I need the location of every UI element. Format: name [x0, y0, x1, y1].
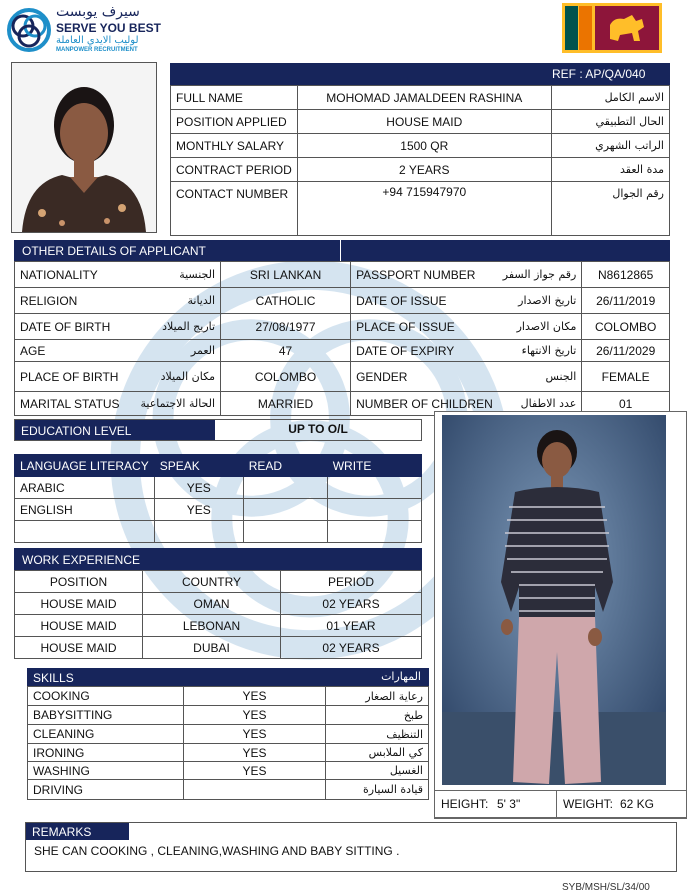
height-value: 5' 3": [497, 797, 521, 811]
table-row: [28, 706, 429, 725]
monthly-salary-value: 1500 QR: [297, 134, 551, 158]
remarks-text: SHE CAN COOKING , CLEANING,WASHING AND BABY SITTING .: [34, 844, 400, 858]
gender-arabic: الجنس: [498, 362, 582, 392]
other-details-table: [14, 261, 670, 416]
skill-arabic: طبخ: [326, 706, 429, 725]
remarks-section: [25, 822, 677, 872]
header-divider: [340, 240, 341, 261]
read-value: [243, 521, 327, 543]
table-row: [15, 477, 422, 499]
weight-label: WEIGHT:: [563, 797, 613, 811]
period-header: PERIOD: [281, 571, 422, 593]
table-header-row: [15, 455, 422, 477]
place-of-issue-arabic: مكان الاصدار: [498, 314, 582, 340]
contact-number-arabic: رقم الجوال: [551, 182, 669, 236]
work-period: 02 YEARS: [281, 593, 422, 615]
skill-arabic: كي الملابس: [326, 744, 429, 762]
gender-label: GENDER: [351, 362, 498, 392]
work-country: DUBAI: [143, 637, 281, 659]
position-applied-arabic: الحال التطبيقي: [551, 110, 669, 134]
speak-value: YES: [154, 477, 243, 499]
skill-arabic: الغسيل: [326, 762, 429, 780]
skill-value: YES: [184, 687, 326, 706]
nationality-arabic: الجنسية: [125, 262, 221, 288]
table-row: [28, 780, 429, 800]
nationality-value: SRI LANKAN: [221, 262, 351, 288]
date-of-expiry-label: DATE OF EXPIRY: [351, 340, 498, 362]
contract-period-label: CONTRACT PERIOD: [171, 158, 298, 182]
table-row: [15, 288, 670, 314]
full-name-label: FULL NAME: [171, 86, 298, 110]
skill-name: COOKING: [28, 687, 184, 706]
weight-value: 62 KG: [620, 797, 655, 811]
remarks-title: REMARKS: [26, 823, 129, 840]
skill-arabic: التنظيف: [326, 725, 429, 744]
education-level-row: [14, 419, 422, 441]
full-name-value: MOHOMAD JAMALDEEN RASHINA: [297, 86, 551, 110]
country-header: COUNTRY: [143, 571, 281, 593]
monthly-salary-arabic: الراتب الشهري: [551, 134, 669, 158]
table-header-row: [15, 571, 422, 593]
document-code: SYB/MSH/SL/34/00: [562, 882, 650, 893]
skill-value: [184, 780, 326, 800]
skills-title: SKILLS: [33, 671, 74, 685]
work-experience-header: [14, 548, 422, 570]
date-of-birth-value: 27/08/1977: [221, 314, 351, 340]
contract-period-arabic: مدة العقد: [551, 158, 669, 182]
passport-number-label: PASSPORT NUMBER: [351, 262, 498, 288]
table-row: [15, 615, 422, 637]
work-period: 01 YEAR: [281, 615, 422, 637]
logo-arabic-name: سيرف يوبست: [56, 4, 140, 20]
ref-header-bar: [170, 63, 670, 85]
date-of-expiry-arabic: تاريخ الانتهاء: [498, 340, 582, 362]
language-name: ARABIC: [15, 477, 155, 499]
table-row: [15, 521, 422, 543]
work-period: 02 YEARS: [281, 637, 422, 659]
skills-title-arabic: المهارات: [381, 670, 421, 683]
place-of-issue-value: COLOMBO: [582, 314, 670, 340]
applicant-full-photo: [434, 411, 687, 819]
table-row: [171, 182, 670, 236]
table-row: [28, 687, 429, 706]
skill-name: WASHING: [28, 762, 184, 780]
number-of-children-label: NUMBER OF CHILDREN: [351, 392, 498, 416]
read-header: READ: [243, 455, 327, 477]
table-row: [15, 499, 422, 521]
place-of-issue-label: PLACE OF ISSUE: [351, 314, 498, 340]
skill-value: YES: [184, 762, 326, 780]
education-level-label: EDUCATION LEVEL: [15, 420, 215, 440]
skill-arabic: قيادة السيارة: [326, 780, 429, 800]
skills-table: [27, 686, 429, 800]
write-value: [327, 499, 421, 521]
height-weight-row: [434, 790, 687, 818]
age-label: AGE: [15, 340, 125, 362]
work-experience-table: [14, 570, 422, 659]
other-details-title: OTHER DETAILS OF APPLICANT: [22, 244, 206, 258]
age-value: 47: [221, 340, 351, 362]
place-of-birth-label: PLACE OF BIRTH: [15, 362, 125, 392]
table-row: [171, 134, 670, 158]
work-country: OMAN: [143, 593, 281, 615]
work-position: HOUSE MAID: [15, 593, 143, 615]
skill-name: DRIVING: [28, 780, 184, 800]
speak-value: [154, 521, 243, 543]
marital-status-label: MARITAL STATUS: [15, 392, 125, 416]
table-row: [28, 744, 429, 762]
religion-label: RELIGION: [15, 288, 125, 314]
table-row: [15, 340, 670, 362]
logo-arabic-sub: لوليب الايدي العاملة: [56, 35, 139, 46]
skill-arabic: رعاية الصغار: [326, 687, 429, 706]
monthly-salary-label: MONTHLY SALARY: [171, 134, 298, 158]
contract-period-value: 2 YEARS: [297, 158, 551, 182]
position-applied-value: HOUSE MAID: [297, 110, 551, 134]
work-experience-title: WORK EXPERIENCE: [22, 553, 141, 567]
position-header: POSITION: [15, 571, 143, 593]
skills-header: [27, 668, 429, 686]
skill-name: BABYSITTING: [28, 706, 184, 725]
logo-emblem-icon: [6, 6, 52, 54]
date-of-issue-value: 26/11/2019: [582, 288, 670, 314]
write-header: WRITE: [327, 455, 421, 477]
sri-lanka-flag-icon: [562, 3, 662, 53]
date-of-birth-label: DATE OF BIRTH: [15, 314, 125, 340]
position-applied-label: POSITION APPLIED: [171, 110, 298, 134]
date-of-issue-label: DATE OF ISSUE: [351, 288, 498, 314]
nationality-label: NATIONALITY: [15, 262, 125, 288]
ref-number: REF : AP/QA/040: [552, 67, 646, 81]
contact-number-value: +94 715947970: [297, 182, 551, 236]
work-position: HOUSE MAID: [15, 615, 143, 637]
gender-value: FEMALE: [582, 362, 670, 392]
language-name: [15, 521, 155, 543]
date-of-birth-arabic: تاريج الميلاد: [125, 314, 221, 340]
age-arabic: العمر: [125, 340, 221, 362]
contact-number-label: CONTACT NUMBER: [171, 182, 298, 236]
full-name-arabic: الاسم الكامل: [551, 86, 669, 110]
read-value: [243, 477, 327, 499]
passport-number-arabic: رقم جواز السفر: [498, 262, 582, 288]
skill-name: IRONING: [28, 744, 184, 762]
height-label: HEIGHT:: [441, 797, 489, 811]
table-row: [28, 762, 429, 780]
height-weight-divider: [556, 791, 557, 817]
applicant-portrait: [11, 62, 157, 233]
write-value: [327, 521, 421, 543]
read-value: [243, 499, 327, 521]
table-row: [171, 110, 670, 134]
logo-english-name: SERVE YOU BEST: [56, 21, 161, 35]
company-logo: [6, 4, 176, 56]
place-of-birth-value: COLOMBO: [221, 362, 351, 392]
language-table: [14, 454, 422, 543]
skill-value: YES: [184, 706, 326, 725]
speak-value: YES: [154, 499, 243, 521]
other-details-header: [14, 240, 670, 261]
table-row: [15, 637, 422, 659]
work-position: HOUSE MAID: [15, 637, 143, 659]
table-row: [15, 314, 670, 340]
table-row: [28, 725, 429, 744]
number-of-children-value: 01: [582, 392, 670, 416]
language-literacy-header: LANGUAGE LITERACY: [15, 455, 155, 477]
table-row: [15, 362, 670, 392]
work-country: LEBONAN: [143, 615, 281, 637]
language-name: ENGLISH: [15, 499, 155, 521]
religion-arabic: الديانة: [125, 288, 221, 314]
place-of-birth-arabic: مكان الميلاد: [125, 362, 221, 392]
write-value: [327, 477, 421, 499]
marital-status-value: MARRIED: [221, 392, 351, 416]
passport-number-value: N8612865: [582, 262, 670, 288]
logo-tagline: MANPOWER RECRUITMENT: [56, 47, 138, 53]
religion-value: CATHOLIC: [221, 288, 351, 314]
table-row: [15, 262, 670, 288]
date-of-expiry-value: 26/11/2029: [582, 340, 670, 362]
education-level-value: UP TO O/L: [288, 422, 348, 436]
skill-value: YES: [184, 744, 326, 762]
skill-name: CLEANING: [28, 725, 184, 744]
marital-status-arabic: الحالة الاجتماعية: [125, 392, 221, 416]
date-of-issue-arabic: تاريخ الاصدار: [498, 288, 582, 314]
table-row: [171, 86, 670, 110]
skill-value: YES: [184, 725, 326, 744]
main-info-table: [170, 85, 670, 236]
table-row: [15, 593, 422, 615]
number-of-children-arabic: عدد الاطفال: [498, 392, 582, 416]
speak-header: SPEAK: [154, 455, 243, 477]
table-row: [171, 158, 670, 182]
